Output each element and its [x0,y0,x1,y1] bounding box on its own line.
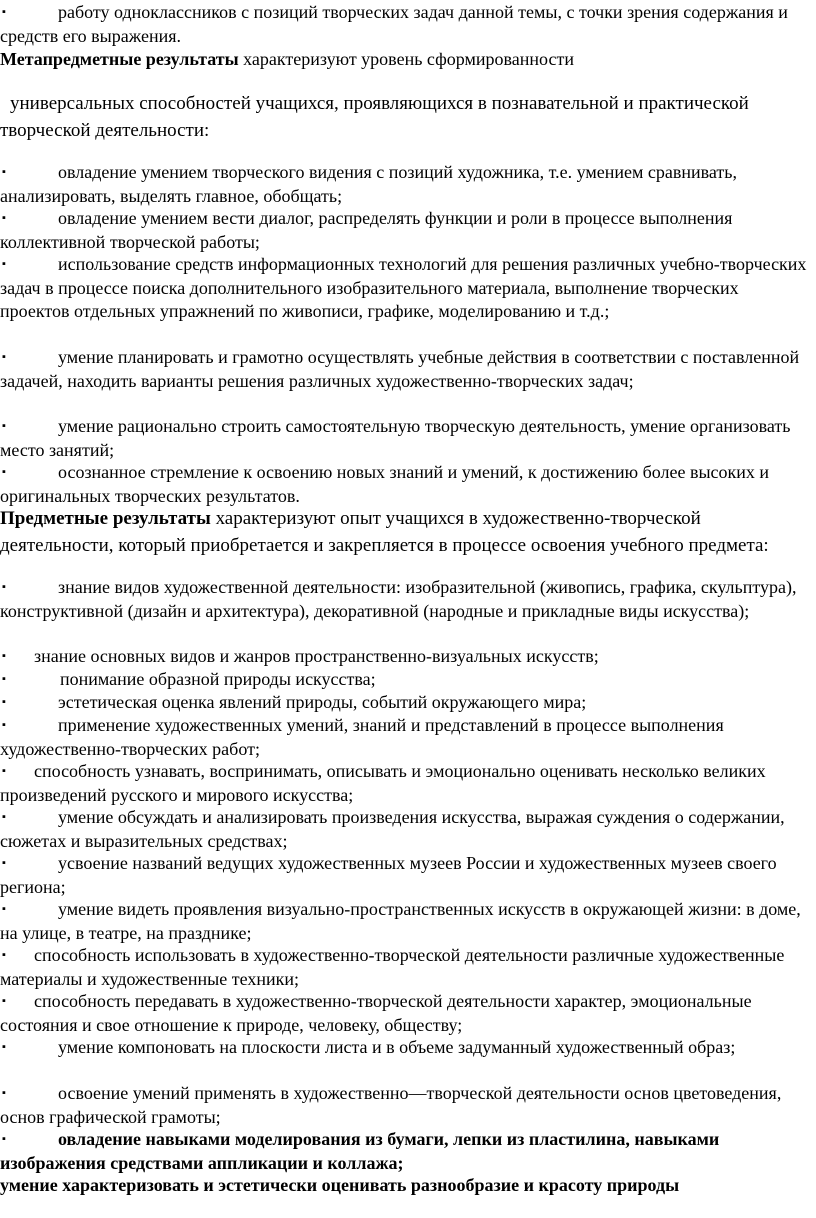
list-item [0,990,810,1037]
list-item-text: овладение навыками моделирования из бумаги, лепки из пластилина, навыками изображения средствами аппликации и коллажа; [0,1129,720,1173]
bullet-icon: ▪ [2,696,6,708]
list-item [0,668,810,692]
bullet-icon: ▪ [2,258,6,270]
bullet-icon: ▪ [2,811,6,823]
meta-heading-bold: Метапредметные результаты [0,49,239,69]
list-item [0,576,810,623]
list-item [0,207,810,254]
list-item-text: умение рационально строить самостоятельную творческую деятельность, умение организовать место занятий; [0,416,791,460]
subject-heading-rest: характеризуют опыт учащихся в художественно-творческой деятельности, который приобретается и закрепляется в процессе освоения учебного предмета: [0,508,769,556]
list-item [0,944,810,991]
list-item [0,645,810,669]
list-item-text: умение видеть проявления визуально-пространственных искусств в окружающей жизни: в доме, на улице, в театре, на празднике; [0,899,801,943]
list-item-text: способность узнавать, воспринимать, описывать и эмоционально оценивать несколько великих произведений русского и мирового искусства; [0,761,766,805]
list-item [0,346,810,393]
list-item [0,161,810,208]
list-item [0,461,810,508]
list-item-text: применение художественных умений, знаний и представлений в процессе выполнения художественно-творческих работ; [0,715,724,759]
list-item-text: освоение умений применять в художественно—творческой деятельности основ цветоведения, основ графической грамоты; [0,1083,782,1127]
bullet-icon: ▪ [2,650,6,662]
list-item [0,1036,810,1060]
list-item [0,760,810,807]
list-item [0,806,810,853]
list-item-text: овладение умением творческого видения с позиций художника, т.е. умением сравнивать, анализировать, выделять главное, обобщать; [0,162,737,206]
bullet-icon: ▪ [2,166,6,178]
bullet-icon: ▪ [2,995,6,1007]
meta-intro: универсальных способностей учащихся, проявляющихся в познавательной и практической творческой деятельности: [0,93,749,141]
list-item-text: знание видов художественной деятельности: изобразительной (живопись, графика, скульптура), конструктивной (дизайн и архитектура), декоративной (народные и прикладные виды искусства); [0,577,797,621]
list-item [0,1128,810,1175]
bullet-icon: ▪ [2,1041,6,1053]
last-line: умение характеризовать и эстетически оценивать разнообразие и красоту природы [0,1175,680,1195]
bullet-icon: ▪ [2,212,6,224]
bullet-icon: ▪ [2,581,6,593]
list-item-text: умение компоновать на плоскости листа и в объеме задуманный художественный образ; [58,1037,736,1057]
meta-heading-rest: характеризуют уровень сформированности [238,49,574,69]
list-item-text: умение обсуждать и анализировать произведения искусства, выражая суждения о содержании, сюжетах и выразительных средствах; [0,807,785,851]
bullet-icon: ▪ [2,903,6,915]
list-item-text: знание основных видов и жанров пространственно-визуальных искусств; [34,646,599,666]
list-item-text: умение планировать и грамотно осуществлять учебные действия в соответствии с поставленной задачей, находить варианты решения различных художественно-творческих задач; [0,347,800,391]
bullet-icon: ▪ [2,420,6,432]
list-item [0,714,810,761]
list-item [0,852,810,899]
bullet-icon: ▪ [2,6,6,18]
list-item [0,691,810,715]
bullet-icon: ▪ [2,466,6,478]
bullet-icon: ▪ [2,719,6,731]
list-item-text: работу одноклассников с позиций творческих задач данной темы, с точки зрения содержания и средств его выражения. [0,2,788,46]
bullet-icon: ▪ [2,351,6,363]
bullet-icon: ▪ [2,949,6,961]
bullet-icon: ▪ [2,673,6,685]
list-item [0,898,810,945]
list-item-text: усвоение названий ведущих художественных музеев России и художественных музеев своего региона; [0,853,777,897]
subject-heading-bold: Предметные результаты [0,508,211,529]
bullet-icon: ▪ [2,765,6,777]
list-item [0,253,810,324]
meta-heading [0,48,810,72]
list-item-text: понимание образной природы искусства; [60,669,376,689]
list-item-text: использование средств информационных технологий для решения различных учебно-творческих задач в процессе поиска дополнительного изобразительного материала, выполнение творческих проектов отдельных упражнений по живописи, графике, моделированию и т.д.; [0,254,807,321]
list-item [0,415,810,462]
list-item-text: способность использовать в художественно-творческой деятельности различные художественные материалы и художественные техники; [0,945,785,989]
list-item-text: овладение умением вести диалог, распределять функции и роли в процессе выполнения коллективной творческой работы; [0,208,733,252]
list-item [0,1082,810,1129]
bullet-icon: ▪ [2,857,6,869]
subject-heading [0,505,810,559]
bullet-icon: ▪ [2,1087,6,1099]
list-item-text: способность передавать в художественно-творческой деятельности характер, эмоциональные состояния и свое отношение к природе, человеку, обществу; [0,991,752,1035]
list-item [0,1,810,48]
list-item-text: осознанное стремление к освоению новых знаний и умений, к достижению более высоких и оригинальных творческих результатов. [0,462,770,506]
bullet-icon: ▪ [2,1133,6,1145]
list-item-text: эстетическая оценка явлений природы, событий окружающего мира; [58,692,587,712]
